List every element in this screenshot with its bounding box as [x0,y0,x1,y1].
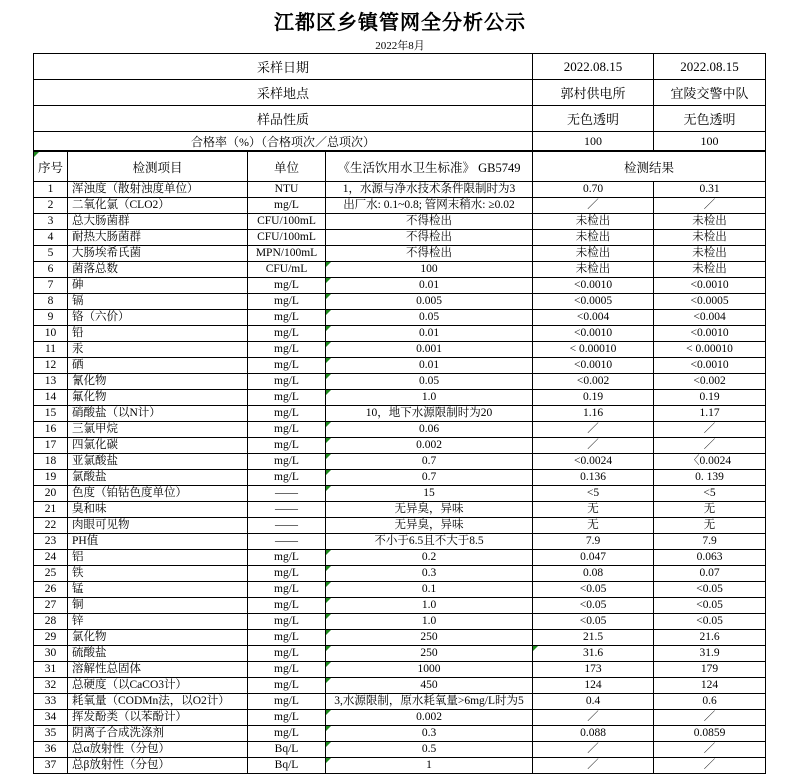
page-title: 江都区乡镇管网全分析公示 [274,12,526,34]
info-row [34,54,766,80]
row-index: 34 [34,710,68,726]
standard-limit: 250 [326,646,533,662]
table-row [34,390,766,406]
row-index: 17 [34,438,68,454]
item-name: 铅 [68,326,248,342]
row-index: 37 [34,758,68,774]
item-name: 氰化物 [68,374,248,390]
info-label: 采样地点 [34,80,533,106]
info-value-site2: 100 [654,132,766,152]
standard-limit: 100 [326,262,533,278]
unit: mg/L [248,726,326,742]
result-site2: 0.063 [654,550,766,566]
result-site1: <5 [533,486,654,502]
item-name: 锌 [68,614,248,630]
result-site1: 0.19 [533,390,654,406]
result-site2: 未检出 [654,230,766,246]
table-row [34,646,766,662]
item-name: 总大肠菌群 [68,214,248,230]
item-name: 铁 [68,566,248,582]
table-row [34,502,766,518]
standard-limit: 0.01 [326,358,533,374]
row-index: 15 [34,406,68,422]
result-site1: ／ [533,198,654,214]
table-row [34,358,766,374]
standard-limit: 不小于6.5且不大于8.5 [326,534,533,550]
table-row [34,214,766,230]
standard-limit: 1，水源与净水技术条件限制时为3 [326,182,533,198]
unit: mg/L [248,470,326,486]
result-site1: 173 [533,662,654,678]
table-row [34,582,766,598]
info-value-site1: 无色透明 [533,106,654,132]
unit: mg/L [248,614,326,630]
row-index: 18 [34,454,68,470]
result-site1: <0.004 [533,310,654,326]
result-site1: <0.002 [533,374,654,390]
result-site1: 31.6 [533,646,654,662]
unit: mg/L [248,358,326,374]
unit: CFU/mL [248,262,326,278]
table-row [34,262,766,278]
item-name: 铝 [68,550,248,566]
column-header-section [34,151,766,182]
standard-limit: 0.7 [326,470,533,486]
table-row [34,726,766,742]
result-site1: 未检出 [533,262,654,278]
item-name: 四氯化碳 [68,438,248,454]
result-site1: 无 [533,518,654,534]
result-site2: ／ [654,422,766,438]
unit: —— [248,518,326,534]
result-site1: <0.05 [533,582,654,598]
result-site2: <0.05 [654,582,766,598]
unit: mg/L [248,310,326,326]
item-name: 二氧化氯（CLO2） [68,198,248,214]
result-site2: < 0.00010 [654,342,766,358]
row-index: 8 [34,294,68,310]
result-site2: <0.05 [654,598,766,614]
table-row [34,182,766,198]
result-site2: <0.0010 [654,358,766,374]
standard-limit: 不得检出 [326,230,533,246]
result-site1: <0.0010 [533,358,654,374]
item-name: 浑浊度（散射浊度单位） [68,182,248,198]
item-name: 耗氧量（CODMn法，以O2计） [68,694,248,710]
table-row [34,470,766,486]
standard-limit: 0.005 [326,294,533,310]
table-row [34,518,766,534]
row-index: 13 [34,374,68,390]
result-site2: 未检出 [654,246,766,262]
table-row [34,662,766,678]
info-row [34,106,766,132]
col-header-item: 检测项目 [68,151,248,182]
result-site2: 21.6 [654,630,766,646]
unit: CFU/100mL [248,230,326,246]
table-row [34,566,766,582]
result-site1: 0.088 [533,726,654,742]
unit: mg/L [248,422,326,438]
info-value-site1: 郭村供电所 [533,80,654,106]
result-site2: 124 [654,678,766,694]
result-site2: 179 [654,662,766,678]
result-site1: 未检出 [533,230,654,246]
row-index: 5 [34,246,68,262]
table-row [34,742,766,758]
unit: mg/L [248,374,326,390]
result-site1: ／ [533,710,654,726]
row-index: 35 [34,726,68,742]
result-site2: ／ [654,438,766,454]
result-site2: <0.004 [654,310,766,326]
result-site2: 〈0.0024 [654,454,766,470]
result-site2: 0.07 [654,566,766,582]
item-name: 硝酸盐（以N计） [68,406,248,422]
unit: mg/L [248,342,326,358]
info-label: 采样日期 [34,54,533,80]
info-row [34,132,766,152]
result-site2: <0.0005 [654,294,766,310]
table-row [34,486,766,502]
table-row [34,374,766,390]
unit: mg/L [248,646,326,662]
row-index: 33 [34,694,68,710]
result-site1: ／ [533,742,654,758]
unit: Bq/L [248,742,326,758]
standard-limit: 0.3 [326,566,533,582]
result-site1: 未检出 [533,214,654,230]
item-name: 阴离子合成洗涤剂 [68,726,248,742]
item-name: 汞 [68,342,248,358]
item-name: 总α放射性（分包） [68,742,248,758]
item-name: 三氯甲烷 [68,422,248,438]
result-site2: 31.9 [654,646,766,662]
table-row [34,614,766,630]
standard-limit: 3,水源限制，原水耗氧量>6mg/L时为5 [326,694,533,710]
result-site1: <0.0024 [533,454,654,470]
result-site1: 0.136 [533,470,654,486]
standard-limit: 0.7 [326,454,533,470]
unit: mg/L [248,582,326,598]
result-site1: < 0.00010 [533,342,654,358]
unit: mg/L [248,598,326,614]
result-site2: ／ [654,198,766,214]
item-name: 铬（六价） [68,310,248,326]
item-name: 铜 [68,598,248,614]
info-value-site1: 2022.08.15 [533,54,654,80]
result-site1: ／ [533,438,654,454]
col-header-index: 序号 [34,151,68,182]
row-index: 10 [34,326,68,342]
item-name: 耐热大肠菌群 [68,230,248,246]
row-index: 14 [34,390,68,406]
result-site2: 0. 139 [654,470,766,486]
table-row [34,454,766,470]
standard-limit: 1.0 [326,614,533,630]
standard-limit: 0.001 [326,342,533,358]
row-index: 30 [34,646,68,662]
result-site2: 0.6 [654,694,766,710]
unit: mg/L [248,326,326,342]
standard-limit: 无异臭，异味 [326,518,533,534]
result-site1: 124 [533,678,654,694]
result-site1: 0.4 [533,694,654,710]
col-header-standard: 《生活饮用水卫生标准》 GB5749 [326,151,533,182]
unit: —— [248,534,326,550]
standard-limit: 15 [326,486,533,502]
item-name: 硫酸盐 [68,646,248,662]
result-site1: 未检出 [533,246,654,262]
standard-limit: 10，地下水源限制时为20 [326,406,533,422]
item-name: 砷 [68,278,248,294]
standard-limit: 1000 [326,662,533,678]
unit: mg/L [248,390,326,406]
table-row [34,550,766,566]
unit: CFU/100mL [248,214,326,230]
info-label: 样品性质 [34,106,533,132]
result-site2: <0.0010 [654,326,766,342]
row-index: 22 [34,518,68,534]
unit: NTU [248,182,326,198]
data-section [34,182,766,774]
unit: mg/L [248,278,326,294]
row-index: 4 [34,230,68,246]
result-site1: <0.0010 [533,326,654,342]
result-site1: 1.16 [533,406,654,422]
standard-limit: 出厂水: 0.1~0.8; 管网末稍水: ≥0.02 [326,198,533,214]
table-row [34,694,766,710]
unit: mg/L [248,662,326,678]
result-site2: 0.0859 [654,726,766,742]
result-site2: 无 [654,518,766,534]
unit: —— [248,502,326,518]
table-row [34,230,766,246]
item-name: 氟化物 [68,390,248,406]
item-name: 挥发酚类（以苯酚计） [68,710,248,726]
item-name: 总硬度（以CaCO3计） [68,678,248,694]
result-site2: 无 [654,502,766,518]
result-site2: 未检出 [654,262,766,278]
result-site2: <0.002 [654,374,766,390]
col-header-unit: 单位 [248,151,326,182]
item-name: 溶解性总固体 [68,662,248,678]
row-index: 32 [34,678,68,694]
unit: mg/L [248,550,326,566]
table-row [34,246,766,262]
result-site2: 7.9 [654,534,766,550]
standard-limit: 0.01 [326,326,533,342]
row-index: 11 [34,342,68,358]
table-row [34,294,766,310]
item-name: 总β放射性（分包） [68,758,248,774]
result-site2: ／ [654,710,766,726]
table-row [34,422,766,438]
table-row [34,198,766,214]
table-row [34,710,766,726]
table-row [34,406,766,422]
row-index: 9 [34,310,68,326]
result-site1: <0.05 [533,598,654,614]
row-index: 36 [34,742,68,758]
unit: —— [248,486,326,502]
row-index: 12 [34,358,68,374]
standard-limit: 0.06 [326,422,533,438]
result-site2: <0.05 [654,614,766,630]
table-row [34,534,766,550]
row-index: 26 [34,582,68,598]
standard-limit: 0.01 [326,278,533,294]
unit: mg/L [248,438,326,454]
table-row [34,326,766,342]
row-index: 29 [34,630,68,646]
table-row [34,598,766,614]
result-site1: 无 [533,502,654,518]
standard-limit: 0.3 [326,726,533,742]
unit: mg/L [248,678,326,694]
unit: mg/L [248,454,326,470]
item-name: PH值 [68,534,248,550]
table-row [34,278,766,294]
unit: mg/L [248,710,326,726]
result-site1: <0.0010 [533,278,654,294]
unit: MPN/100mL [248,246,326,262]
item-name: 肉眼可见物 [68,518,248,534]
result-site1: 0.08 [533,566,654,582]
row-index: 2 [34,198,68,214]
standard-limit: 不得检出 [326,214,533,230]
info-value-site2: 宜陵交警中队 [654,80,766,106]
row-index: 31 [34,662,68,678]
row-index: 23 [34,534,68,550]
item-name: 色度（铂钴色度单位） [68,486,248,502]
result-site2: 未检出 [654,214,766,230]
result-site1: ／ [533,758,654,774]
info-value-site1: 100 [533,132,654,152]
unit: mg/L [248,294,326,310]
standard-limit: 0.05 [326,310,533,326]
item-name: 镉 [68,294,248,310]
result-site2: <5 [654,486,766,502]
unit: mg/L [248,406,326,422]
standard-limit: 0.1 [326,582,533,598]
standard-limit: 0.5 [326,742,533,758]
result-site1: ／ [533,422,654,438]
standard-limit: 250 [326,630,533,646]
result-site1: 0.047 [533,550,654,566]
result-site2: 0.31 [654,182,766,198]
standard-limit: 0.002 [326,438,533,454]
standard-limit: 无异臭，异味 [326,502,533,518]
row-index: 16 [34,422,68,438]
item-name: 菌落总数 [68,262,248,278]
standard-limit: 不得检出 [326,246,533,262]
item-name: 锰 [68,582,248,598]
result-site1: 21.5 [533,630,654,646]
result-site2: 0.19 [654,390,766,406]
row-index: 19 [34,470,68,486]
row-index: 27 [34,598,68,614]
unit: mg/L [248,198,326,214]
info-value-site2: 无色透明 [654,106,766,132]
info-label: 合格率（%）（合格项次／总项次） [34,132,533,152]
table-row [34,758,766,774]
info-row [34,80,766,106]
standard-limit: 1.0 [326,598,533,614]
item-name: 氯酸盐 [68,470,248,486]
standard-limit: 0.05 [326,374,533,390]
table-row [34,342,766,358]
row-index: 21 [34,502,68,518]
item-name: 大肠埃希氏菌 [68,246,248,262]
item-name: 亚氯酸盐 [68,454,248,470]
row-index: 20 [34,486,68,502]
standard-limit: 0.2 [326,550,533,566]
page-subtitle: 2022年8月 [375,40,425,52]
row-index: 25 [34,566,68,582]
row-index: 7 [34,278,68,294]
item-name: 臭和味 [68,502,248,518]
row-index: 1 [34,182,68,198]
table-row [34,678,766,694]
standard-limit: 0.002 [326,710,533,726]
table-row [34,310,766,326]
result-site2: ／ [654,758,766,774]
col-header-result: 检测结果 [533,151,766,182]
result-site2: 1.17 [654,406,766,422]
row-index: 6 [34,262,68,278]
standard-limit: 450 [326,678,533,694]
result-site2: ／ [654,742,766,758]
unit: mg/L [248,566,326,582]
result-site1: 0.70 [533,182,654,198]
table-row [34,438,766,454]
unit: Bq/L [248,758,326,774]
unit: mg/L [248,694,326,710]
result-site1: <0.05 [533,614,654,630]
standard-limit: 1.0 [326,390,533,406]
unit: mg/L [248,630,326,646]
info-value-site2: 2022.08.15 [654,54,766,80]
item-name: 硒 [68,358,248,374]
result-site1: <0.0005 [533,294,654,310]
column-header-row [34,151,766,182]
table-row [34,630,766,646]
result-site2: <0.0010 [654,278,766,294]
row-index: 24 [34,550,68,566]
info-section [34,54,766,152]
standard-limit: 1 [326,758,533,774]
analysis-table [33,53,766,774]
row-index: 28 [34,614,68,630]
result-site1: 7.9 [533,534,654,550]
row-index: 3 [34,214,68,230]
item-name: 氯化物 [68,630,248,646]
